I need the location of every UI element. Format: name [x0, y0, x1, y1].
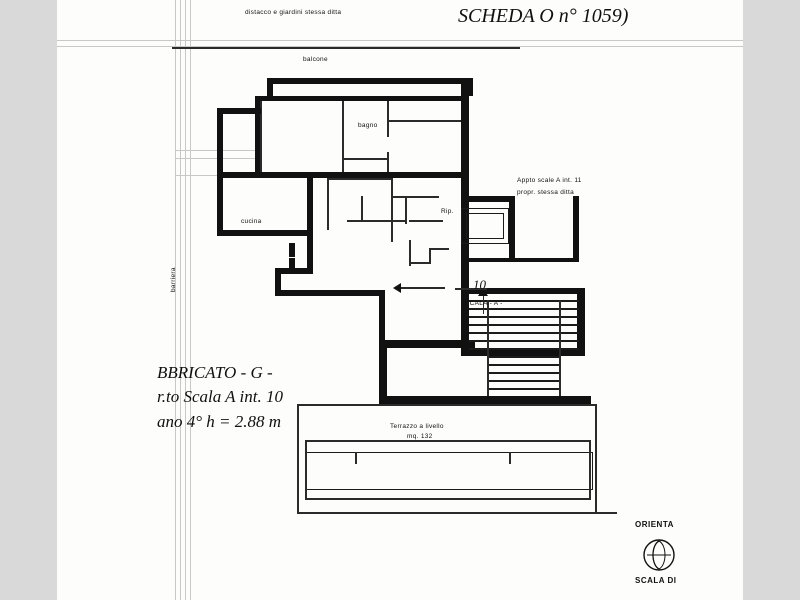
wall-living-left: [379, 290, 385, 346]
stairwell-caption: SCALA - A -: [465, 300, 503, 307]
wall-cucina-right: [307, 178, 313, 236]
wall-central-v6: [429, 248, 431, 264]
terrace-inner-band: [305, 452, 593, 490]
margin-rule-2: [180, 0, 181, 600]
stair-rail-right: [559, 300, 561, 396]
wall-cucina-vert: [217, 108, 223, 148]
terrace-mark-b: [509, 452, 511, 464]
wall-corridor-bottom-b: [275, 290, 385, 296]
wall-bath-divider-b: [342, 101, 344, 177]
wall-central-h4: [409, 220, 443, 222]
wall-central-partition-v2: [391, 178, 393, 242]
margin-rule-h4: [175, 158, 255, 159]
stairwell-leader-line-2: [401, 287, 445, 289]
door-mark-a: [289, 243, 295, 257]
wall-bath-divider-f: [387, 120, 461, 122]
sheet-title: SCHEDA O n° 1059): [458, 5, 629, 27]
wall-central-h3: [347, 220, 407, 222]
terrace-inner-line-3: [305, 440, 307, 498]
wall-central-partition-h: [327, 178, 391, 180]
margin-rule-4: [190, 0, 191, 600]
stairwell-number: 10: [473, 277, 486, 292]
legend-line-1: BBRICATO - G -: [157, 363, 273, 382]
wall-central-partition: [327, 178, 329, 230]
wall-stairhall-right: [573, 196, 579, 262]
wall-lower-left-vert: [379, 348, 387, 404]
top-note: distacco e giardini stessa ditta: [245, 9, 342, 16]
door-mark-b: [289, 258, 295, 268]
room-label-rip: Rip.: [441, 208, 454, 215]
terrace-bottom-edge: [297, 512, 617, 514]
wall-central-h2: [391, 196, 439, 198]
wall-central-h5: [409, 262, 431, 264]
wall-central-h6: [429, 248, 449, 250]
wall-stairhall-bottom: [461, 396, 591, 404]
compass-rose-icon: [641, 536, 683, 574]
margin-rule-3: [185, 0, 186, 600]
wall-stair-right: [577, 288, 585, 356]
terrace-inner-line-4: [589, 440, 591, 498]
scale-label: SCALA DI: [635, 576, 677, 585]
floor-plan-sheet: [57, 0, 743, 600]
wall-balcony-left: [267, 78, 273, 96]
legend-line-3: ano 4° h = 2.88 m: [157, 412, 282, 431]
wall-cucina-topleg: [217, 108, 261, 114]
orientation-label: ORIENTA: [635, 520, 674, 529]
left-margin-note: barriera: [170, 267, 177, 292]
terrace-inner-line: [305, 440, 591, 442]
terrace-left-edge: [297, 404, 299, 514]
side-note-line1: Appto scale A int. 11: [517, 177, 582, 184]
wall-right-upper: [461, 84, 469, 202]
stair-rail-left: [487, 300, 489, 396]
margin-rule-1: [175, 0, 176, 600]
wall-stairhall-top: [461, 196, 515, 202]
wall-cucina-bottom: [217, 230, 313, 236]
margin-rule-h1: [57, 40, 743, 41]
terrace-label-line2: mq. 132: [407, 433, 433, 440]
top-boundary-line: [172, 47, 520, 49]
room-label-cucina: cucina: [241, 218, 262, 225]
room-label-balcone: balcone: [303, 56, 328, 63]
wall-lower-left-run: [379, 396, 465, 404]
wall-cucina-left: [217, 178, 223, 236]
wall-bath-divider-c: [387, 101, 389, 137]
wall-stairhall-mid: [461, 258, 577, 262]
terrace-label-line1: Terrazzo a livello: [390, 423, 444, 430]
wall-central-v4: [361, 196, 363, 220]
terrace-right-edge: [595, 404, 597, 514]
margin-rule-h3: [175, 150, 255, 151]
terrace-inner-line-2: [305, 498, 591, 500]
side-note-line2: propr. stessa ditta: [517, 189, 575, 196]
room-label-bagno: bagno: [358, 122, 378, 129]
wall-bath-divider-e: [342, 158, 388, 160]
terrace-top-edge: [297, 404, 597, 406]
terrace-mark-a: [355, 452, 357, 464]
legend-line-2: r.to Scala A int. 10: [157, 387, 283, 406]
lift-cabin: [466, 213, 504, 239]
wall-stairhall-right-upper: [509, 196, 515, 260]
wall-upper-inner-top: [255, 96, 467, 101]
wall-balcony-top: [267, 78, 473, 84]
stairwell-leader-arrow: [393, 283, 401, 293]
